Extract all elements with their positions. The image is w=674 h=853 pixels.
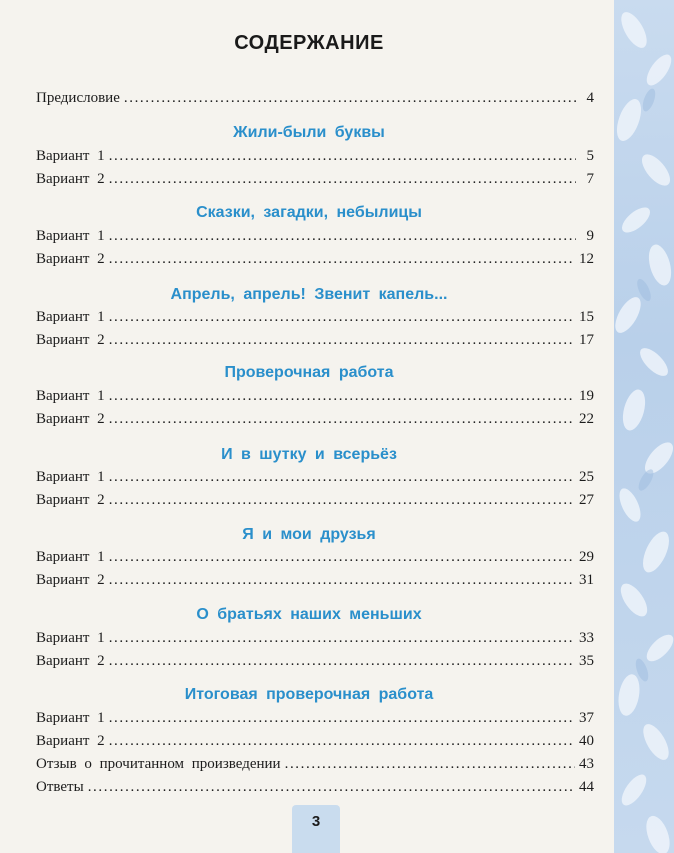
toc-entry-page: 33 <box>579 630 594 646</box>
dot-leader <box>109 171 576 188</box>
toc-entry-page: 5 <box>586 148 594 164</box>
toc-entry[interactable] <box>36 411 594 431</box>
toc-entry-page: 7 <box>586 171 594 187</box>
leaf-pattern-icon <box>614 0 674 853</box>
toc-entry-page: 43 <box>579 756 594 772</box>
toc-entry[interactable] <box>36 388 594 408</box>
toc-entry-label: Вариант 2 <box>36 733 105 749</box>
toc-entry-label: Вариант 2 <box>36 332 105 348</box>
toc-entry-page: 37 <box>579 710 594 726</box>
toc-entry-label: Вариант 2 <box>36 572 105 588</box>
toc-entry[interactable] <box>36 630 594 650</box>
toc-entry[interactable] <box>36 171 594 191</box>
toc-entry-page: 31 <box>579 572 594 588</box>
dot-leader <box>109 469 575 486</box>
toc-entry-label: Вариант 2 <box>36 171 105 187</box>
toc-entry-label: Вариант 1 <box>36 148 105 164</box>
dot-leader <box>124 90 576 107</box>
section-heading: Итоговая проверочная работа <box>184 686 434 703</box>
dot-leader <box>285 756 575 773</box>
toc-entry-label: Вариант 1 <box>36 630 105 646</box>
dot-leader <box>109 653 575 670</box>
toc-entry[interactable] <box>36 653 594 673</box>
dot-leader <box>109 228 576 245</box>
dot-leader <box>109 572 575 589</box>
toc-entry-page: 9 <box>586 228 594 244</box>
section-heading: О братьях наших меньших <box>196 606 422 623</box>
toc-entry-label: Вариант 1 <box>36 388 105 404</box>
toc-entry-page: 17 <box>579 332 594 348</box>
dot-leader <box>109 309 575 326</box>
toc-entry[interactable] <box>36 309 594 329</box>
toc-entry-label: Вариант 1 <box>36 228 105 244</box>
toc-entry-page: 15 <box>579 309 594 325</box>
toc-entry-page: 29 <box>579 549 594 565</box>
toc-entry-label: Отзыв о прочитанном произведении <box>36 756 281 772</box>
dot-leader <box>109 492 575 509</box>
toc-entry-answers[interactable] <box>36 779 594 799</box>
toc-entry-review[interactable] <box>36 756 594 776</box>
decorative-leaf-band <box>614 0 674 853</box>
page-number-tab <box>292 805 340 853</box>
toc-entry[interactable] <box>36 710 594 730</box>
toc-entry-label: Вариант 1 <box>36 469 105 485</box>
dot-leader <box>109 733 575 750</box>
toc-entry-page: 44 <box>579 779 594 795</box>
toc-entry[interactable] <box>36 549 594 569</box>
toc-entry[interactable] <box>36 148 594 168</box>
toc-entry-preface[interactable] <box>36 90 594 110</box>
toc-entry-page: 35 <box>579 653 594 669</box>
section-heading: Я и мои друзья <box>242 526 376 543</box>
toc-entry-label: Вариант 2 <box>36 653 105 669</box>
toc-entry-page: 25 <box>579 469 594 485</box>
toc-entry[interactable] <box>36 251 594 271</box>
toc-entry-page: 22 <box>579 411 594 427</box>
toc-entry[interactable] <box>36 332 594 352</box>
page-number: 3 <box>311 813 321 830</box>
toc-entry-page: 27 <box>579 492 594 508</box>
toc-entry-label: Вариант 2 <box>36 492 105 508</box>
toc-entry[interactable] <box>36 228 594 248</box>
toc-entry-page: 12 <box>579 251 594 267</box>
section-heading: И в шутку и всерьёз <box>221 446 397 463</box>
toc-entry-label: Вариант 1 <box>36 549 105 565</box>
toc-entry-label: Вариант 1 <box>36 309 105 325</box>
dot-leader <box>109 148 576 165</box>
section-heading: Проверочная работа <box>224 364 394 381</box>
dot-leader <box>109 411 575 428</box>
toc-entry[interactable] <box>36 492 594 512</box>
toc-entry-label: Вариант 2 <box>36 251 105 267</box>
section-heading: Апрель, апрель! Звенит капель... <box>170 286 448 303</box>
dot-leader <box>109 388 575 405</box>
toc-entry[interactable] <box>36 572 594 592</box>
toc-entry-label: Вариант 1 <box>36 710 105 726</box>
toc-entry-page: 4 <box>586 90 594 106</box>
toc-entry[interactable] <box>36 469 594 489</box>
dot-leader <box>109 630 575 647</box>
dot-leader <box>109 332 575 349</box>
dot-leader <box>109 251 575 268</box>
toc-entry-label: Ответы <box>36 779 84 795</box>
section-heading: Жили-были буквы <box>233 124 385 141</box>
toc-entry-label: Предисловие <box>36 90 120 106</box>
toc-entry[interactable] <box>36 733 594 753</box>
page-title: СОДЕРЖАНИЕ <box>234 32 384 54</box>
toc-entry-label: Вариант 2 <box>36 411 105 427</box>
dot-leader <box>109 549 575 566</box>
toc-entry-page: 40 <box>579 733 594 749</box>
dot-leader <box>109 710 575 727</box>
toc-entry-page: 19 <box>579 388 594 404</box>
section-heading: Сказки, загадки, небылицы <box>196 204 422 221</box>
dot-leader <box>88 779 575 796</box>
